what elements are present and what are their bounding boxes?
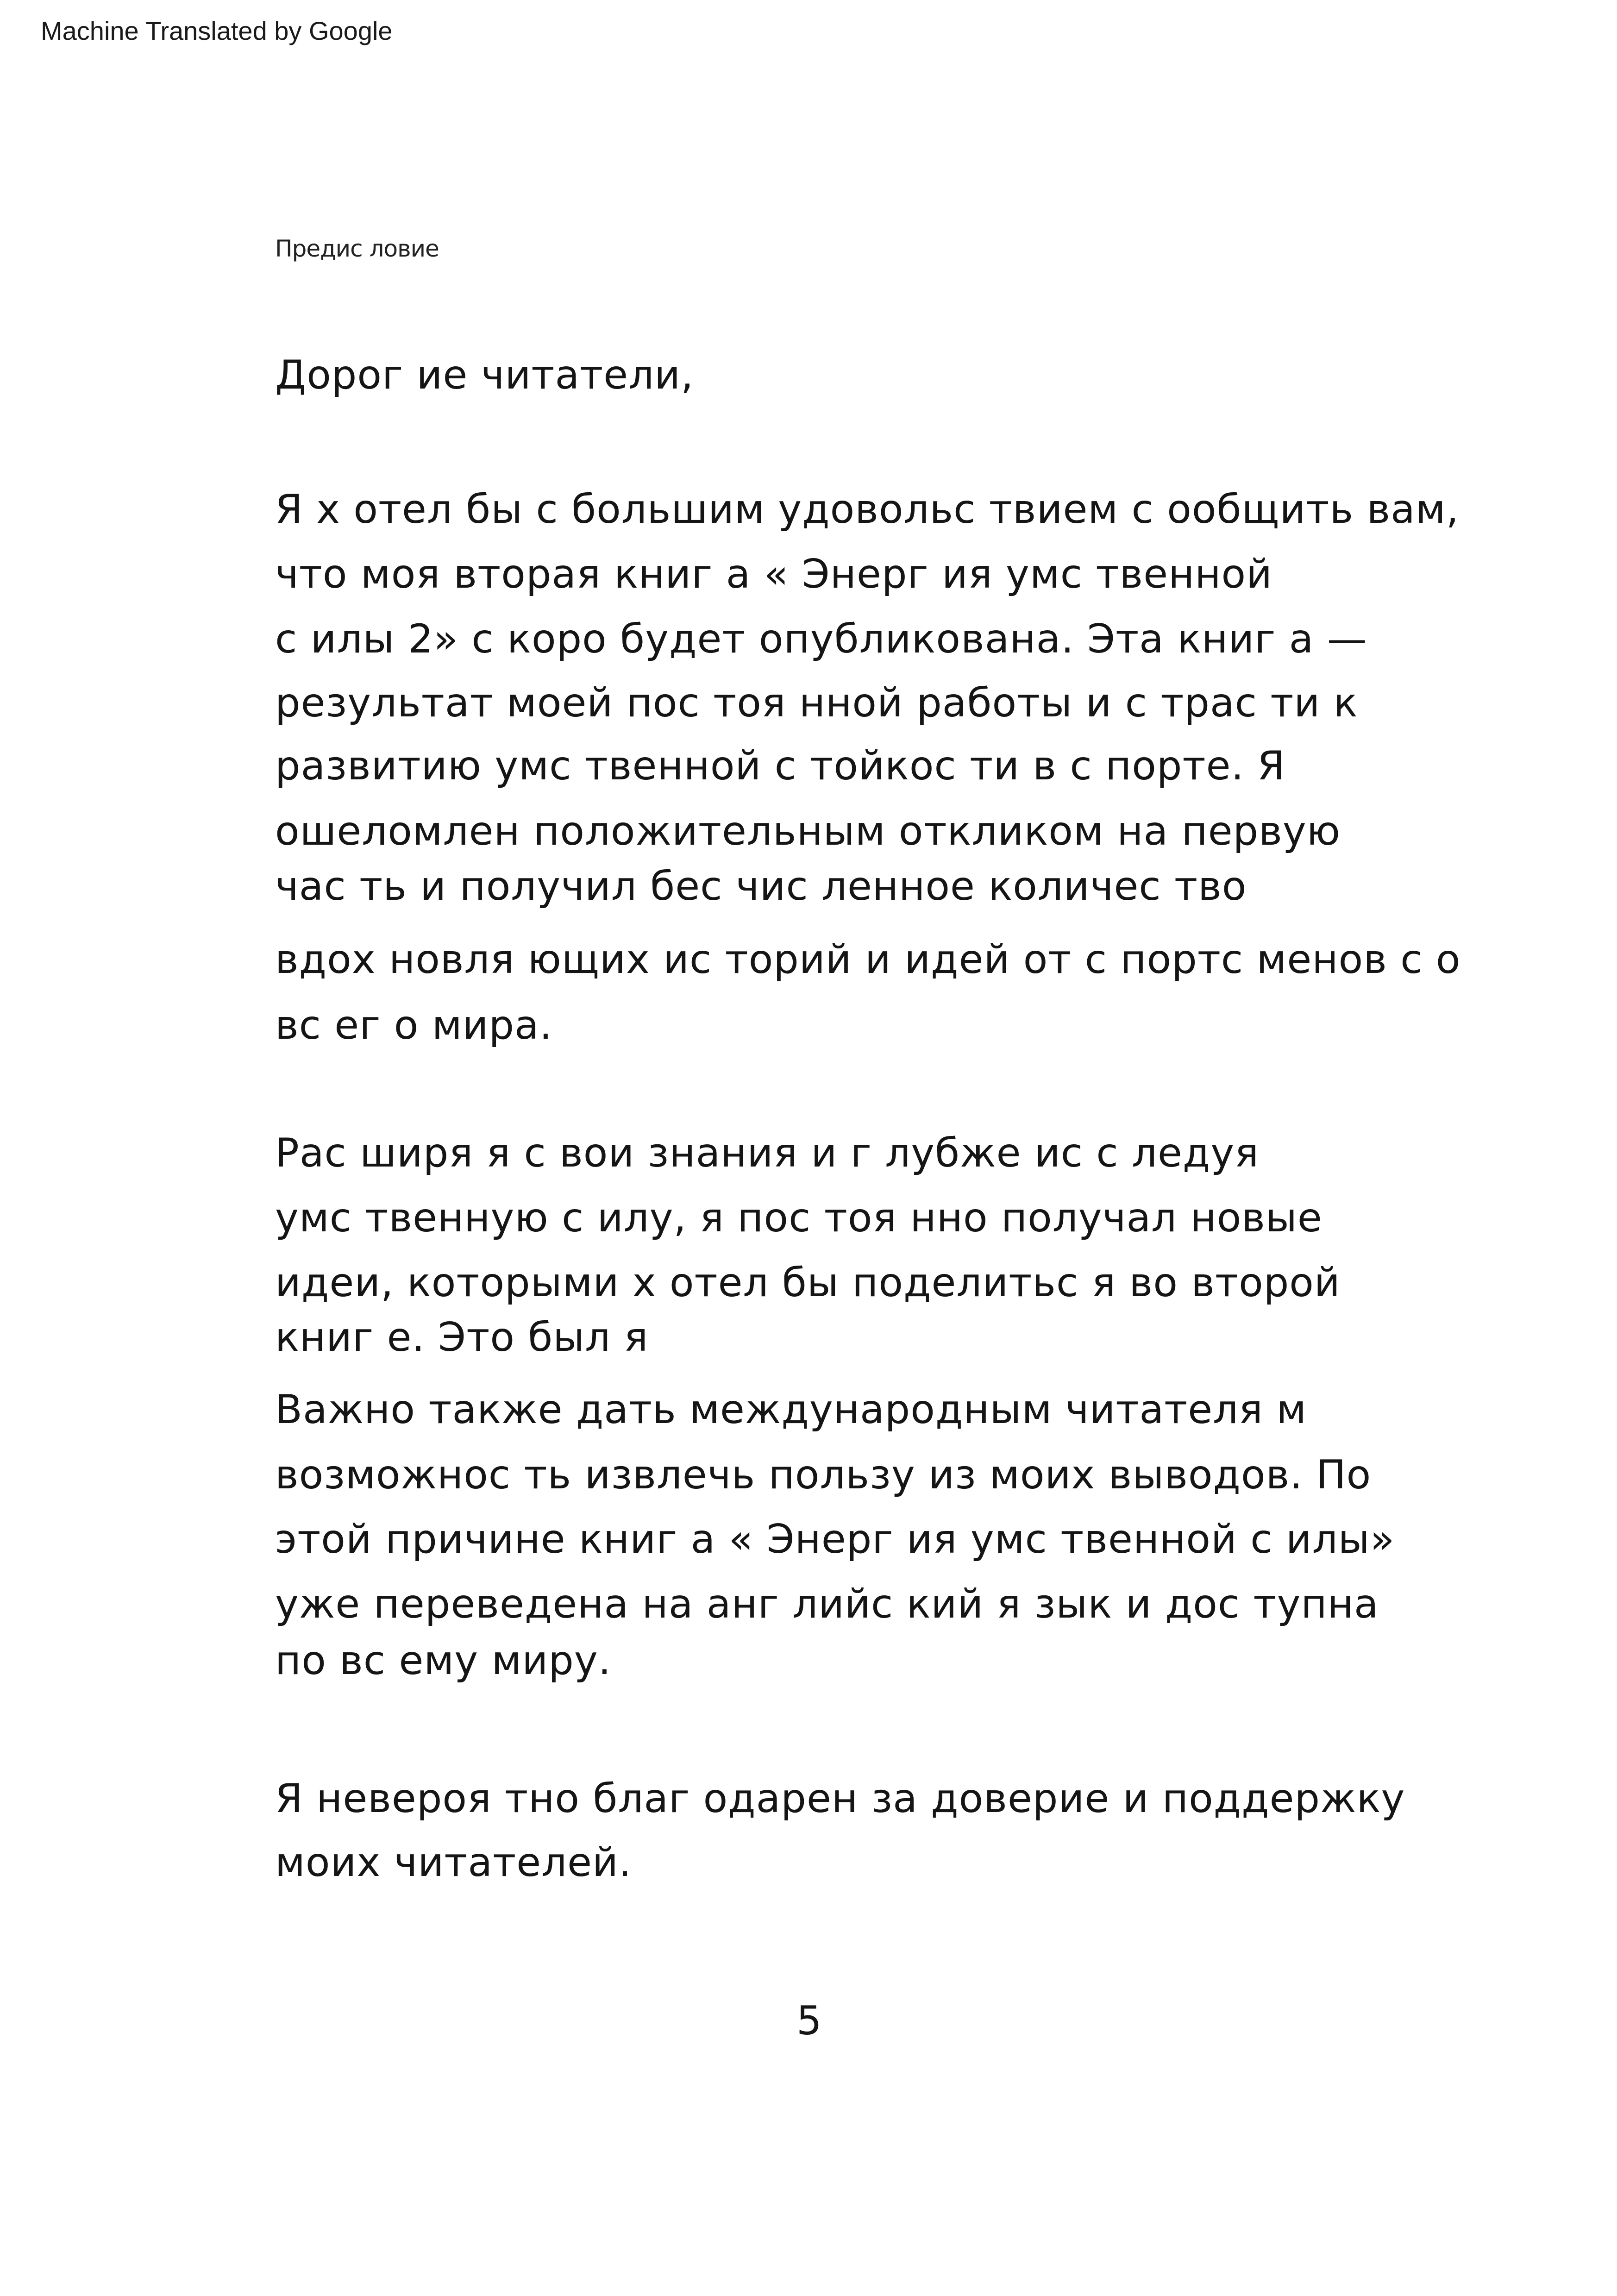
text-line: идеи, которыми х отел бы поделитьс я во второй	[275, 1260, 1341, 1306]
page-number: 5	[796, 1998, 822, 2044]
text-line: ошеломлен положительным откликом на первую	[275, 808, 1341, 854]
text-line: моих читателей.	[275, 1839, 632, 1886]
text-line: вс ег о мира.	[275, 1002, 553, 1048]
text-line: возможнос ть извлечь пользу из моих выводов. По	[275, 1452, 1372, 1498]
text-line: Я х отел бы с большим удовольс твием с ообщить вам,	[275, 486, 1460, 533]
text-line: Рас ширя я с вои знания и г лубже ис с ледуя	[275, 1130, 1259, 1176]
text-line: по вс ему миру.	[275, 1637, 612, 1684]
salutation: Дорог ие читатели,	[275, 352, 694, 398]
text-line: этой причине книг а « Энерг ия умс твенной с илы»	[275, 1516, 1395, 1562]
text-line: результат моей пос тоя нной работы и с трас ти к	[275, 680, 1358, 726]
text-line: вдох новля ющих ис торий и идей от с портс менов с о	[275, 936, 1461, 983]
machine-translation-banner: Machine Translated by Google	[41, 16, 393, 45]
text-line: книг е. Это был я	[275, 1314, 649, 1361]
text-line: с илы 2» с коро будет опубликована. Эта книг а —	[275, 616, 1367, 662]
text-line: час ть и получил бес чис ленное количес тво	[275, 863, 1247, 910]
text-line: умс твенную с илу, я пос тоя нно получал новые	[275, 1195, 1322, 1241]
text-line: Важно также дать международным читателя м	[275, 1386, 1307, 1433]
text-line: что моя вторая книг а « Энерг ия умс твенной	[275, 551, 1273, 597]
running-head: Предис ловие	[275, 235, 439, 262]
text-line: уже переведена на анг лийс кий я зык и дос тупна	[275, 1581, 1379, 1627]
text-line: развитию умс твенной с тойкос ти в с порте. Я	[275, 743, 1285, 789]
text-line: Я невероя тно благ одарен за доверие и поддержку	[275, 1775, 1405, 1822]
